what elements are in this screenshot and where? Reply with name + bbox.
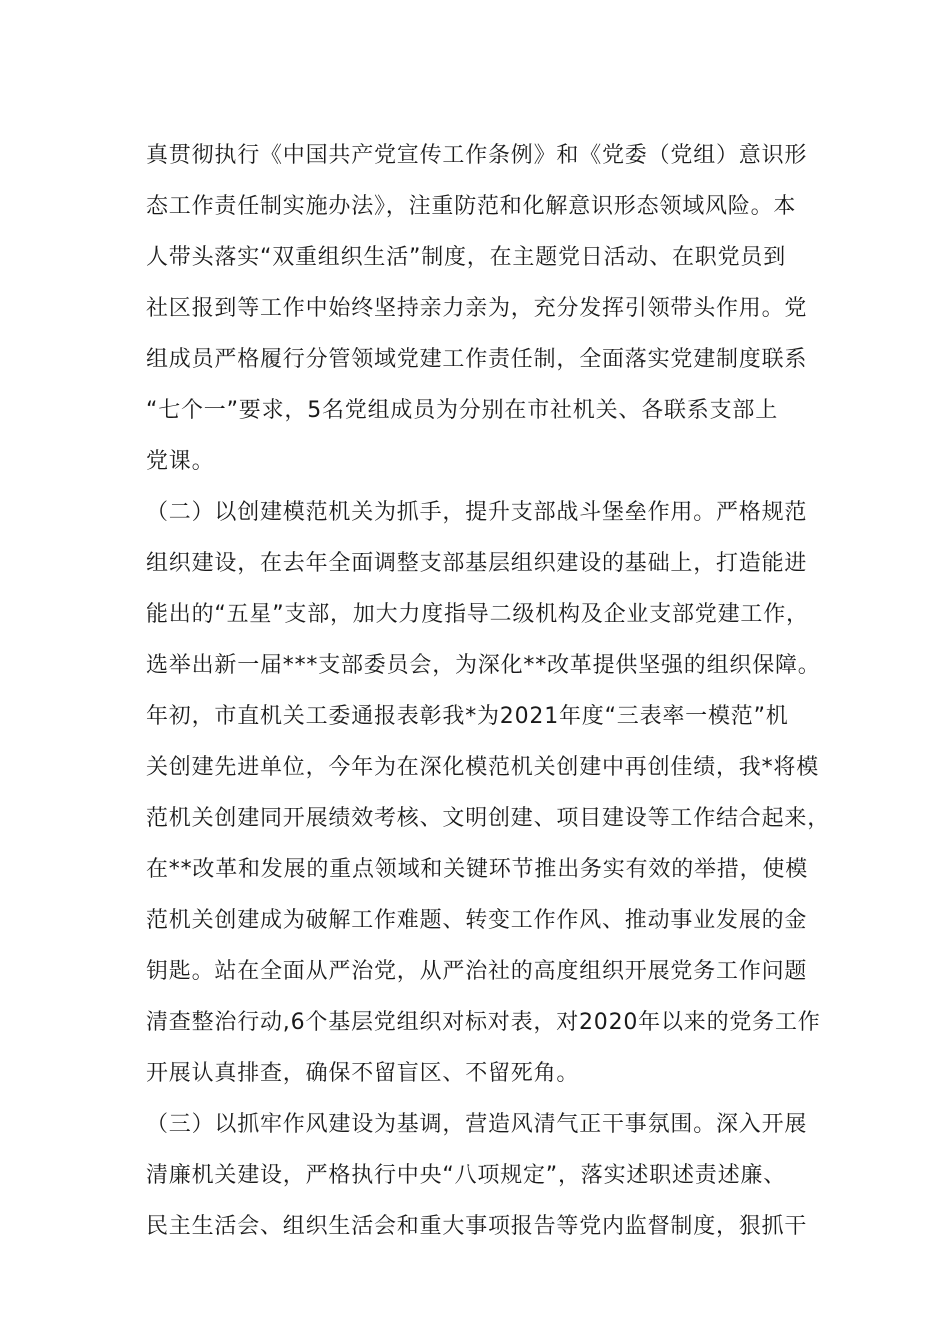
text-line: 在**改革和发展的重点领域和关键环节推出务实有效的举措，使模 bbox=[146, 857, 809, 882]
text-line: 开展认真排查，确保不留盲区、不留死角。 bbox=[146, 1061, 580, 1086]
text-line: 清查整治行动,6个基层党组织对标对表，对2020年以来的党务工作 bbox=[146, 1010, 821, 1035]
text-line: “七个一”要求，5名党组成员为分别在市社机关、各联系支部上 bbox=[146, 398, 778, 423]
text-line: 关创建先进单位，今年为在深化模范机关创建中再创佳绩，我*将模 bbox=[146, 755, 820, 780]
text-line: 能出的“五星”支部，加大力度指导二级机构及企业支部党建工作， bbox=[146, 602, 809, 627]
text-line: 范机关创建成为破解工作难题、转变工作作风、推动事业发展的金 bbox=[146, 908, 808, 933]
text-line: 清廉机关建设，严格执行中央“八项规定”，落实述职述责述廉、 bbox=[146, 1163, 786, 1188]
text-line: 民主生活会、组织生活会和重大事项报告等党内监督制度，狠抓干 bbox=[146, 1214, 808, 1239]
text-line: 党课。 bbox=[146, 449, 215, 474]
text-line: 社区报到等工作中始终坚持亲力亲为，充分发挥引领带头作用。党 bbox=[146, 296, 808, 321]
text-line: 范机关创建同开展绩效考核、文明创建、项目建设等工作结合起来， bbox=[146, 806, 831, 831]
text-line: 选举出新一届***支部委员会，为深化**改革提供坚强的组织保障。 bbox=[146, 653, 821, 678]
text-line: 组成员严格履行分管领域党建工作责任制，全面落实党建制度联系 bbox=[146, 347, 808, 372]
text-line: 人带头落实“双重组织生活”制度，在主题党日活动、在职党员到 bbox=[146, 245, 786, 270]
text-line: 态工作责任制实施办法》，注重防范和化解意识形态领域风险。本 bbox=[146, 194, 797, 219]
text-line: （三）以抓牢作风建设为基调，营造风清气正干事氛围。深入开展 bbox=[146, 1112, 808, 1137]
text-line: 年初，市直机关工委通报表彰我*为2021年度“三表率一模范”机 bbox=[146, 704, 789, 729]
text-line: 组织建设，在去年全面调整支部基层组织建设的基础上，打造能进 bbox=[146, 551, 808, 576]
text-line: 钥匙。站在全面从严治党，从严治社的高度组织开展党务工作问题 bbox=[146, 959, 808, 984]
text-line: 真贯彻执行《中国共产党宣传工作条例》和《党委（党组）意识形 bbox=[146, 143, 808, 168]
text-line: （二）以创建模范机关为抓手，提升支部战斗堡垒作用。严格规范 bbox=[146, 500, 808, 525]
